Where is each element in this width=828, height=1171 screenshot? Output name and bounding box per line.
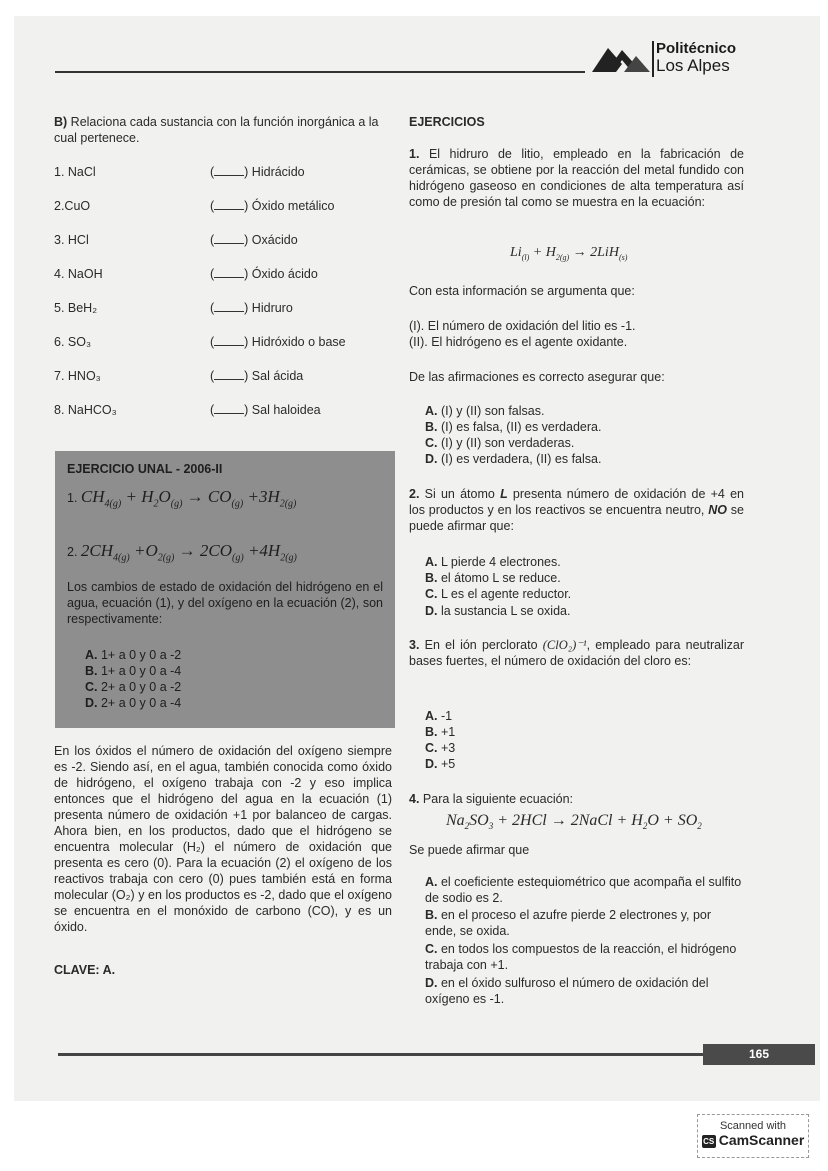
exercises-title: EJERCICIOS [409, 115, 485, 129]
q4-option: A. el coeficiente estequiométrico que acompaña el sulfito de sodio es 2. [425, 875, 742, 905]
question-1-ask: De las afirmaciones es correcto asegurar que: [409, 370, 665, 384]
q2-option: C. L es el agente reductor. [425, 587, 572, 601]
question-4: 4. Para la siguiente ecuación: [409, 792, 574, 806]
section-b-title: B) Relaciona cada sustancia con la función inorgánica a la cual pertenece. [54, 115, 379, 145]
q4-option: C. en todos los compuestos de la reacción, el hidrógeno trabaja con +1. [425, 942, 737, 972]
equation-lih: $Li_{(l)} + H_{2(g)} \to 2LiH_{(s)}$ [510, 245, 628, 262]
match-row: 5. BeH₂ ( ) Hidruro [54, 301, 293, 315]
box-option: C. 2+ a 0 y 0 a -2 [85, 680, 182, 694]
statement-1: (I). El número de oxidación del litio es -1. [409, 319, 636, 333]
box-option: D. 2+ a 0 y 0 a -4 [85, 696, 182, 710]
q2-option: B. el átomo L se reduce. [425, 571, 561, 585]
match-row: 3. HCl ( ) Oxácido [54, 233, 298, 247]
logo-mountains-icon [592, 42, 650, 76]
camscanner-icon: CS [703, 1136, 715, 1146]
question-1: 1. El hidruro de litio, empleado en la fabricación de cerámicas, se obtiene por la reacción del metal fundido con hidrógeno gaseoso en condiciones de alta temperatura así como de presión tal como se muestra en la ecuación: [409, 147, 744, 209]
page-number: 165 [703, 1044, 815, 1065]
match-row: 1. NaCl ( ) Hidrácido [54, 165, 305, 179]
question-4-lead: Se puede afirmar que [409, 843, 530, 857]
box-question: Los cambios de estado de oxidación del hidrógeno en el agua, ecuación (1), y del oxígeno en la ecuación (2), son respectivamente: [67, 580, 383, 626]
answer-key: CLAVE: A. [54, 963, 116, 977]
q1-option: C. (I) y (II) son verdaderas. [425, 436, 575, 450]
q1-option: B. (I) es falsa, (II) es verdadera. [425, 420, 602, 434]
box-option: B. 1+ a 0 y 0 a -4 [85, 664, 182, 678]
explanation-paragraph: En los óxidos el número de oxidación del oxígeno siempre es -2. Siendo así, en el agua, también conocida como óxido de hidrógeno, el oxígeno trabaja con -2 y eso implica entonces que el hidrógeno del agua en la ecuación (1) presenta número de oxidación +1 por balanceo de cargas. Ahora bien, en los productos, dado que el hidrógeno se encuentra molecular (H₂) el número de oxidación que presenta es cero (0). Para la ecuación (2) el oxígeno de los reactivos trabaja con cero (0) pues también está en forma molecular (O₂) y en los productos es -2, dado que el oxígeno se encuentra en el monóxido de carbono (CO), y es un óxido. [54, 744, 392, 934]
footer-rule [58, 1053, 703, 1056]
equation-na2so3: $Na_2SO_3 + 2HCl$ → 2NaCl + $H_2O + SO_2$ [446, 812, 702, 832]
q4-option: D. en el óxido sulfuroso el número de oxidación del oxígeno es -1. [425, 976, 709, 1006]
equation-1: 1. $CH_{4(g)} + H_2O_{(g)} \to CO_{(g)} +3H_{2(g)}$ [67, 487, 297, 510]
match-row: 2.CuO ( ) Óxido metálico [54, 199, 335, 213]
q2-option: A. L pierde 4 electrones. [425, 555, 561, 569]
header-rule [55, 71, 585, 73]
question-3: 3. En el ión perclorato (ClO₂)⁻¹, empleado para neutralizar bases fuertes, el número de oxidación del cloro es: [409, 638, 744, 668]
logo-divider [652, 41, 654, 77]
match-row: 8. NaHCO₃ ( ) Sal haloidea [54, 403, 321, 417]
box-option: A. 1+ a 0 y 0 a -2 [85, 648, 182, 662]
box-title: EJERCICIO UNAL - 2006-II [67, 462, 223, 476]
brand-logo-text: Politécnico Los Alpes [656, 40, 737, 75]
exercise-unal-box [55, 451, 395, 728]
q4-option: B. en el proceso el azufre pierde 2 electrones y, por ende, se oxida. [425, 908, 712, 938]
q3-option: B. +1 [425, 725, 456, 739]
q1-option: A. (I) y (II) son falsas. [425, 404, 545, 418]
q3-option: A. -1 [425, 709, 453, 723]
camscanner-watermark: Scanned with CS CamScanner [697, 1114, 809, 1158]
question-2: 2. Si un átomo L presenta número de oxidación de +4 en los productos y en los reactivos se encuentra neutro, NO se puede afirmar que: [409, 487, 744, 533]
question-1-lead: Con esta información se argumenta que: [409, 284, 635, 298]
equation-2: 2. $2CH_{4(g)} +O_{2(g)} \to 2CO_{(g)} +4H_{2(g)}$ [67, 541, 297, 564]
q1-option: D. (I) es verdadera, (II) es falsa. [425, 452, 602, 466]
q3-option: C. +3 [425, 741, 456, 755]
q2-option: D. la sustancia L se oxida. [425, 604, 571, 618]
match-row: 7. HNO₃ ( ) Sal ácida [54, 369, 304, 383]
match-row: 4. NaOH ( ) Óxido ácido [54, 267, 318, 281]
match-row: 6. SO₃ ( ) Hidróxido o base [54, 335, 346, 349]
q3-option: D. +5 [425, 757, 456, 771]
statement-2: (II). El hidrógeno es el agente oxidante. [409, 335, 628, 349]
